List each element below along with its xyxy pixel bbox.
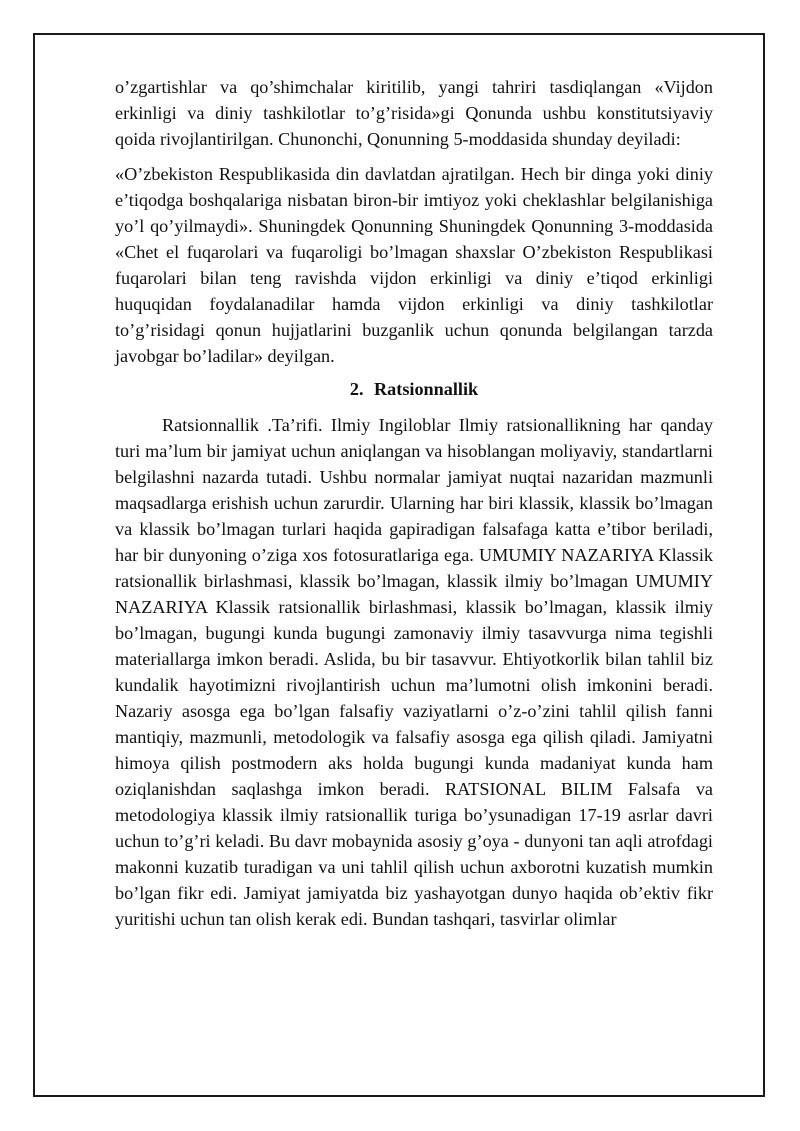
section-title: Ratsionnallik [374, 379, 479, 399]
paragraph-law-quote: «O’zbekiston Respublikasida din davlatdan ajratilgan. Hech bir dinga yoki diniy e’tiqodga boshqalariga nisbatan biron-bir imtiyoz yoki cheklashlar belgilanishiga yo’l qo’yilmaydi». Shuningdek Qonunning Shuningdek Qonunning 3-moddasida «Chet el fuqarolari va fuqaroligi bo’lmagan shaxslar O’zbekiston Respublikasi fuqarolari bilan teng ravishda vijdon erkinligi va diniy e’tiqod erkinligi huquqidan foydalanadilar hamda vijdon erkinligi va diniy tashkilotlar to’g’risidagi qonun hujjatlarini buzganlik uchun qonunda belgilangan tarzda javobgar bo’ladilar» deyilgan. [115, 164, 713, 366]
paragraph-rationality: Ratsionnallik .Ta’rifi. Ilmiy Ingiloblar Ilmiy ratsionallikning har qanday turi ma’lum bir jamiyat uchun aniqlangan va hisoblangan moliyaviy, standartlarni belgilashni nazarda tutadi. Ushbu normalar jamiyat nuqtai nazaridan mazmunli maqsadlarga erishish uchun zarurdir. Ularning har biri klassik, klassik bo’lmagan va klassik bo’lmagan turlari haqida gapiradigan falsafaga katta e’tibor beriladi, har bir dunyoning o’ziga xos fotosuratlariga ega. UMUMIY NAZARIYA Klassik ratsionallik birlashmasi, klassik bo’lmagan, klassik ilmiy bo’lmagan UMUMIY NAZARIYA Klassik ratsionallik birlashmasi, klassik bo’lmagan, klassik ilmiy bo’lmagan, bugungi kunda bugungi zamonaviy ilmiy tasavvurga nima tegishli materiallarga imkon beradi. Aslida, bu bir tasavvur. Ehtiyotkorlik bilan tahlil biz kundalik hayotimizni rivojlantirish uchun ma’lumotni olish imkonini beradi. Nazariy asosga ega bo’lgan falsafiy vaziyatlarni o’z-o’zini tahlil qilish fanni mantiqiy, mazmunli, metodologik va falsafiy asosga ega qilish qiladi. Jamiyatni himoya qilish postmodern aks holda bugungi kunda madaniyat kunda ham oziqlanishdan saqlashga imkon beradi. RATSIONAL BILIM Falsafa va metodologiya klassik ilmiy ratsionallik turiga bo’ysunadigan 17-19 asrlar davri uchun to’g’ri keladi. Bu davr mobaynida asosiy g’oya - dunyoni tan aqli atrofdagi makonni kuzatib turadigan va uni tahlil qilish uchun axborotni kuzatish mumkin bo’lgan fikr edi. Jamiyat jamiyatda biz yashayotgan dunyo haqida ob’ektiv fikr yuritishi uchun tan olish kerak edi. Bundan tashqari, tasvirlar olimlar [115, 415, 713, 929]
section-heading [115, 376, 713, 402]
paragraph-law-intro: o’zgartishlar va qo’shimchalar kiritilib, yangi tahriri tasdiqlangan «Vijdon erkinligi va diniy tashkilotlar to’g’risida»gi Qonunda ushbu konstitutsiyaviy qoida rivojlantirilgan. Chunonchi, Qonunning 5-moddasida shunday deyiladi: [115, 77, 713, 149]
document-body [115, 74, 713, 932]
section-number: 2. [349, 379, 364, 399]
